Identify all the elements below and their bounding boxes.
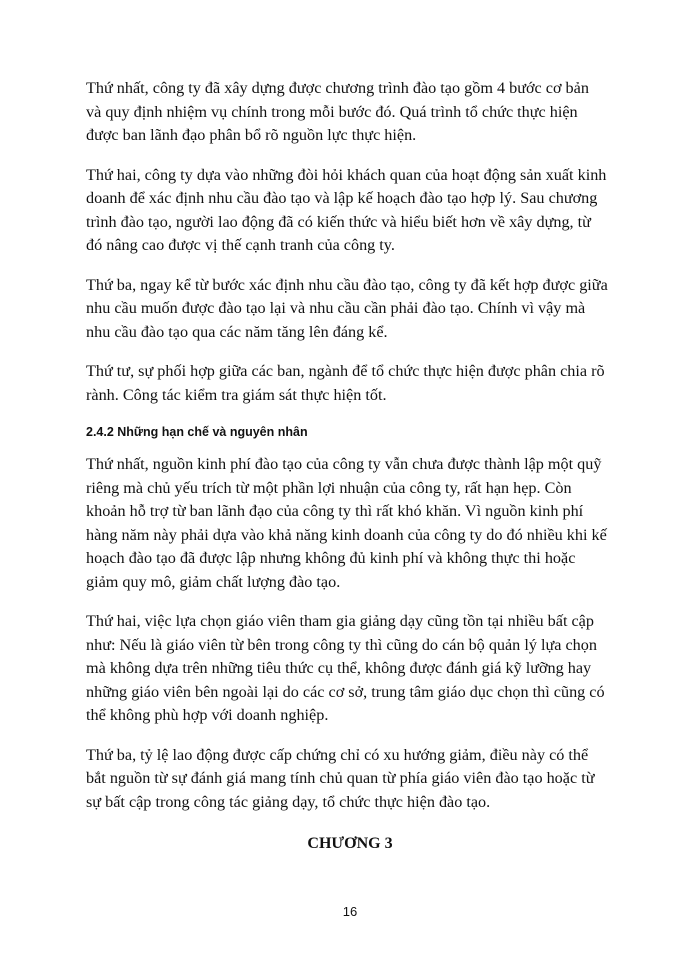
paragraph-strength-3 [86,274,631,345]
paragraph-limitation-1 [86,453,631,594]
text-line: Thứ nhất, công ty đã xây dựng được chương trình đào tạo gồm 4 bước cơ bản [86,79,589,97]
text-line: Thứ hai, việc lựa chọn giáo viên tham gia giảng dạy cũng tồn tại nhiều bất cập [86,612,594,630]
paragraph-limitation-3 [86,744,631,815]
text-line: hoạch đào tạo đã được lập nhưng không đủ kinh phí và không thực thi hoặc [86,549,576,567]
text-line: Thứ nhất, nguồn kinh phí đào tạo của công ty vẫn chưa được thành lập một quỹ [86,455,602,473]
text-line: rành. Công tác kiểm tra giám sát thực hiện tốt. [86,385,387,404]
paragraph-strength-2 [86,164,631,258]
text-line: mà không dựa trên những tiêu thức cụ thể, không được đánh giá kỹ lưỡng hay [86,659,592,677]
text-line: được ban lãnh đạo phân bổ rõ nguồn lực thực hiện. [86,126,417,144]
text-line: sự bất cập trong công tác giảng dạy, tổ chức thực hiện đào tạo. [86,792,491,811]
text-line: Thứ ba, ngay kể từ bước xác định nhu cầu đào tạo, công ty đã kết hợp được giữa [86,275,608,294]
text-line: nhu cầu muốn được đào tạo lại và nhu cầu cần phải đào tạo. Chính vì vậy mà [86,299,586,317]
text-line: những giáo viên bên ngoài lại do các cơ sở, trung tâm giáo dục chọn thì cũng có [86,682,605,701]
chapter-title: CHƯƠNG 3 [307,835,393,852]
page-number: 16 [342,904,358,919]
text-line: giảm quy mô, giảm chất lượng đào tạo. [86,572,341,591]
paragraph-limitation-2 [86,610,631,728]
text-line: đó nâng cao được vị thế cạnh tranh của công ty. [86,236,395,254]
text-line: thể không phù hợp với doanh nghiệp. [86,706,329,724]
text-line: khoản hỗ trợ từ ban lãnh đạo của công ty thì rất khó khăn. Vì nguồn kinh phí [86,502,584,520]
text-line: Thứ tư, sự phối hợp giữa các ban, ngành để tổ chức thực hiện được phân chia rõ [86,362,605,380]
text-line: hàng năm này phải dựa vào khả năng kinh doanh của công ty do đó nhiều khi kế [86,525,607,544]
text-line: bắt nguồn từ sự đánh giá mang tính chủ quan từ phía giáo viên đào tạo hoặc từ [86,769,595,787]
text-line: như: Nếu là giáo viên từ bên trong công ty thì cũng do cán bộ quản lý lựa chọn [86,635,597,654]
text-line: trình đào tạo, người lao động đã có kiến thức và hiểu biết hơn về xây dựng, từ [86,212,591,231]
document-body [86,77,631,830]
paragraph-strength-4 [86,360,631,407]
text-line: riêng mà chủ yếu trích từ một phần lợi nhuận của công ty, rất hạn hẹp. Còn [86,478,572,497]
text-line: Thứ ba, tỷ lệ lao động được cấp chứng chỉ có xu hướng giảm, điều này có thể [86,745,589,764]
text-line: nhu cầu đào tạo qua các năm tăng lên đáng kể. [86,322,388,341]
text-line: Thứ hai, công ty dựa vào những đòi hỏi khách quan của hoạt động sản xuất kinh [86,165,607,184]
text-line: và quy định nhiệm vụ chính trong mỗi bước đó. Quá trình tổ chức thực hiện [86,102,578,121]
paragraph-strength-1 [86,77,631,148]
section-heading: 2.4.2 Những hạn chế và nguyên nhân [86,425,308,439]
text-line: doanh để xác định nhu cầu đào tạo và lập kế hoạch đào tạo hợp lý. Sau chương [86,189,598,207]
